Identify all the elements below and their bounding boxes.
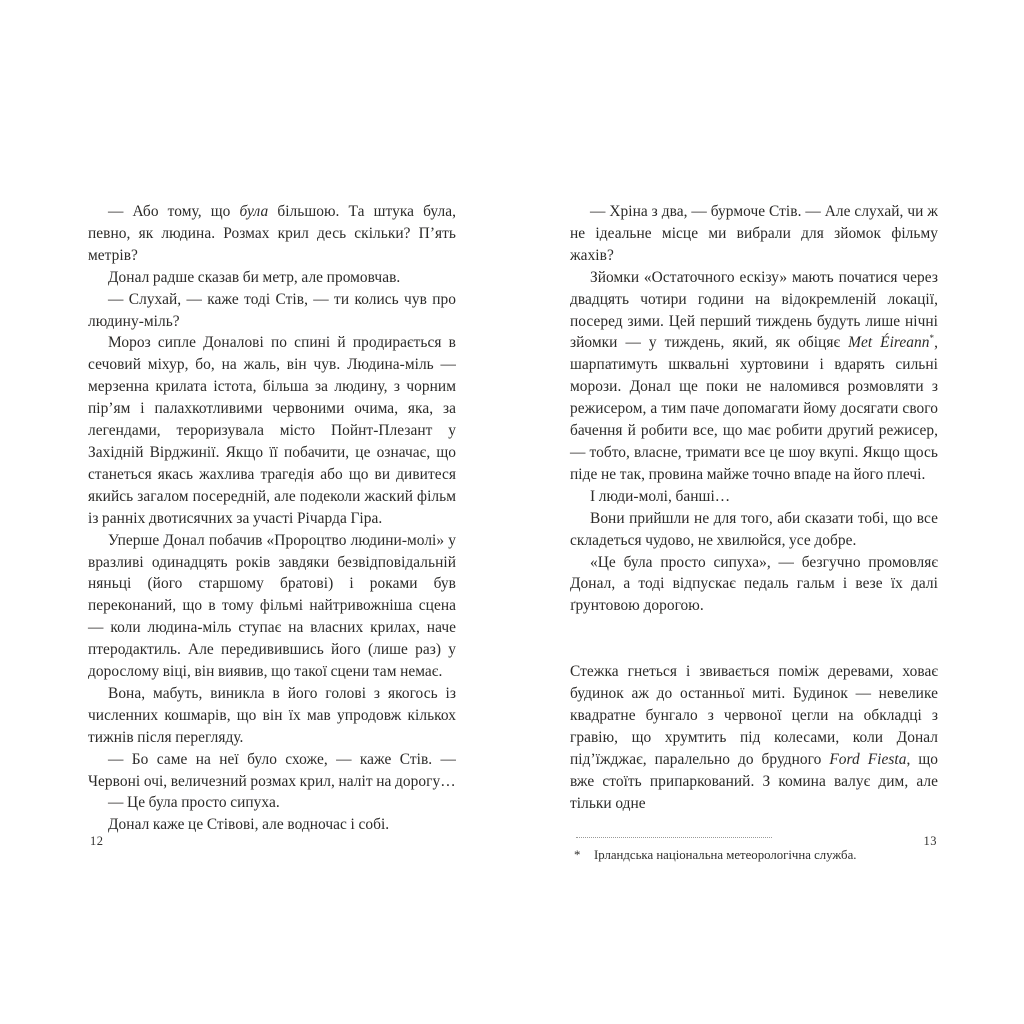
page-right-text-block: [570, 0, 938, 815]
paragraph: — Бо саме на неї було схоже, — каже Стів. — Червоні очі, величезний розмах крил, наліт на дорогу…: [88, 750, 456, 790]
paragraph: Вона, мабуть, виникла в його голові з якогось із численних кошмарів, що він їх мав упродовж кількох тижнів після перегляду.: [88, 684, 456, 746]
page-right: [570, 0, 938, 1024]
page-number-right: 13: [923, 834, 937, 848]
paragraph: Донал радше сказав би метр, але промовчав.: [108, 268, 401, 286]
paragraph: Мороз сипле Доналові по спині й продирається в сечовий міхур, бо, на жаль, він чув. Людина-міль — мерзенна крилата істота, більша за людину, з чорним пір’ям і палахкотливими червоними очима, яка, за легендами, тероризувала місто Пойнт-Плезант у Західній Вірджинії. Якщо її побачити, це означає, що станеться якась жахлива трагедія або що ви дивитеся якийсь загалом посередній, але подеколи жаский фільм із ранніх двотисячних за участі Річарда Гіра.: [88, 334, 456, 527]
footnote-divider: [576, 837, 772, 838]
paragraph: — Це була просто сипуха.: [108, 794, 280, 812]
footnote-label: Ірландська національна метеорологічна служба.: [594, 847, 857, 862]
page-left-text-block: [88, 0, 456, 836]
footnote: [570, 837, 938, 864]
footnote-marker: *: [574, 847, 581, 862]
paragraph: «Це була просто сипуха», — безгучно промовляє Донал, а тоді відпускає педаль гальм і везе їх далі ґрунтовою дорогою.: [570, 553, 938, 615]
paragraph: — Слухай, — каже тоді Стів, — ти колись чув про людину-міль?: [88, 290, 456, 330]
page-number-left: 12: [90, 834, 104, 848]
paragraph: — Хріна з два, — бурмоче Стів. — Але слухай, чи ж не ідеальне місце ми вибрали для зйомок фільму жахів?: [570, 203, 938, 264]
paragraph: Уперше Донал побачив «Пророцтво людини-молі» у вразливі одинадцять років завдяки безвідповідальній няньці (його старшому братові) і роками був переконаний, що в тому фільмі найтривожніша сцена — коли людина-міль ступає на власних крилах, наче птеродактиль. Але передивившись його (лише раз) у дорослому віці, він виявив, що такої сцени там немає.: [88, 531, 456, 681]
paragraph: Зйомки «Остаточного ескізу» мають початися через двадцять чотири години на відокремленій локації, посеред зими. Цей перший тиждень будуть лише нічні зйомки — у тиждень, який, як обіцяє Met Éireann*, шарпатимуть шквальні хуртовини і вдарять сильні морози. Донал ще поки не наломився розмовляти з режисером, а тим паче допомагати йому досягати свого бачення й робити все, що має робити другий режисер, — тобто, власне, тримати все це шоу вкупі. Якщо щось піде не так, провина майже точно впаде на його плечі.: [570, 268, 938, 483]
paragraph: І люди-молі, банші…: [590, 487, 731, 505]
paragraph: Стежка гнеться і звивається поміж деревами, ховає будинок аж до останньої миті. Будинок — невелике квадратне бунгало з червоної цегли на обкладці з гравію, що хрумтить під колесами, коли Донал під’їжджає, паралельно до брудного Ford Fiesta, що вже стоїть припаркований. З комина валує дим, але тільки одне: [570, 663, 938, 812]
paragraph: Вони прийшли не для того, аби сказати тобі, що все складеться чудово, не хвилюйся, усе добре.: [570, 509, 938, 549]
page-left: [88, 0, 456, 1024]
footnote-text: [570, 847, 938, 864]
paragraph: — Або тому, що була більшою. Та штука була, певно, як людина. Розмах крил десь скільки? П’ять метрів?: [88, 203, 456, 264]
paragraph: Донал каже це Стівові, але водночас і собі.: [108, 816, 390, 834]
